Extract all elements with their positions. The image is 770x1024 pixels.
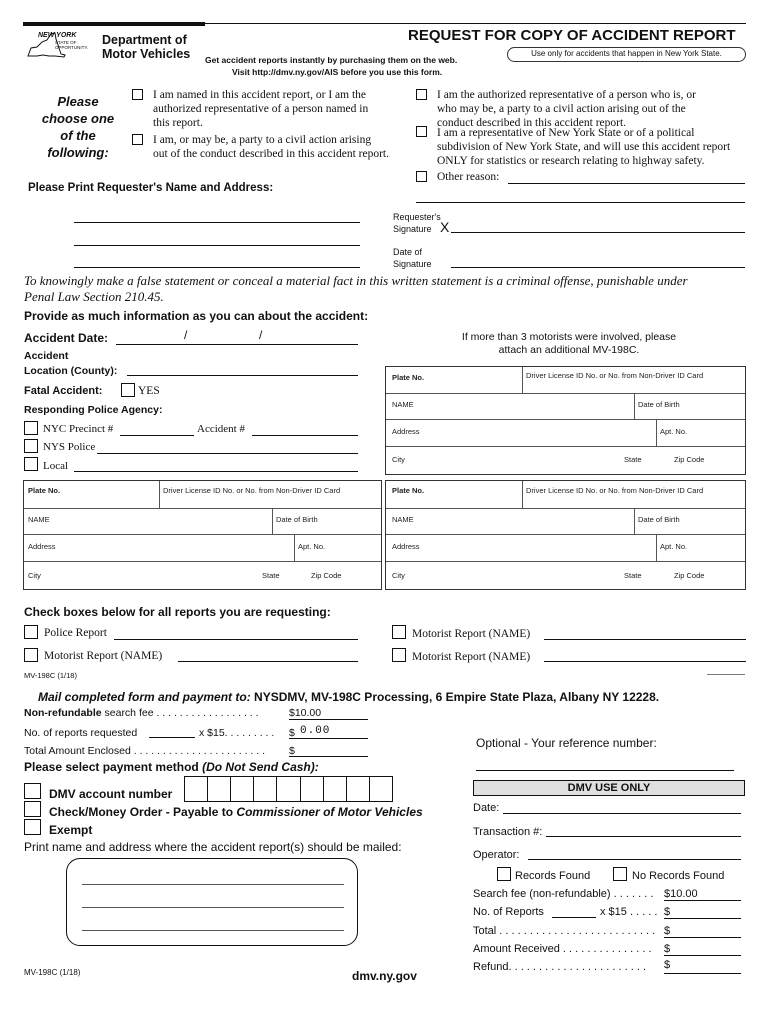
police-report-line[interactable] — [114, 639, 358, 640]
num-reports-label: No. of reports requested — [24, 727, 138, 739]
local-police-checkbox[interactable] — [24, 457, 38, 471]
dmv-account-text: DMV account number — [49, 787, 173, 801]
dmv-account-checkbox[interactable] — [24, 783, 41, 799]
opt1-line3: this report. — [153, 117, 203, 129]
m2-dob-label: Date of Birth — [276, 515, 318, 524]
total-enclosed-dollar: $ — [289, 745, 295, 757]
search-fee-bold: Non-refundable — [24, 707, 102, 719]
m2-dl-label: Driver License ID No. or No. from Non-Driver ID Card — [163, 486, 341, 495]
search-fee-label: search fee . . . . . . . . . . . . . . . . . . — [101, 707, 259, 719]
m3-dl-label: Driver License ID No. or No. from Non-Driver ID Card — [526, 486, 704, 495]
check-money-order-text — [49, 805, 423, 819]
motorist-report-1-line[interactable] — [178, 661, 358, 662]
mail-label: Mail completed form and payment to: — [38, 690, 251, 704]
dmv-date-label: Date: — [473, 802, 500, 814]
choose-label-2: choose one — [41, 111, 115, 126]
dmv-reports-dollar: $ — [664, 906, 671, 918]
check-label: Check/Money Order - Payable to — [49, 805, 234, 819]
date-slash-1: / — [184, 328, 188, 342]
option-representative-text — [437, 88, 696, 130]
records-found-text: Records Found — [515, 870, 591, 882]
more-motorists-note — [419, 331, 719, 357]
location-label-1: Accident — [24, 350, 69, 362]
option-representative-checkbox[interactable] — [416, 89, 427, 100]
opt3-line2: who may be, a party to a civil action arising out of the — [437, 103, 686, 115]
dmv-received-label: Amount Received . . . . . . . . . . . . . . . — [473, 943, 652, 955]
opt2-line2: out of the conduct described in this accident report. — [153, 148, 389, 160]
sig-date-label — [393, 246, 432, 270]
option-state-checkbox[interactable] — [416, 126, 427, 137]
m2-city-label: City — [28, 571, 41, 580]
dmv-received-dollar: $ — [664, 943, 671, 955]
mailing-line-3[interactable] — [82, 930, 344, 931]
exempt-checkbox[interactable] — [24, 819, 41, 835]
mailing-address-box[interactable] — [66, 858, 358, 946]
dmv-date-line[interactable] — [503, 813, 741, 814]
reports-heading: Check boxes below for all reports you are requesting: — [24, 605, 331, 619]
signature-label — [393, 211, 441, 235]
check-money-order-checkbox[interactable] — [24, 801, 41, 817]
motorist-box-1 — [385, 366, 746, 475]
check-payee: Commissioner of Motor Vehicles — [236, 805, 423, 819]
usage-pill — [507, 47, 746, 62]
dmv-total-label: Total . . . . . . . . . . . . . . . . . . . . . . . . . . — [473, 925, 656, 937]
dmv-reports-amount-line[interactable] — [664, 918, 741, 919]
requester-heading: Please Print Requester's Name and Address: — [28, 182, 274, 194]
requester-address-line-2[interactable] — [74, 245, 360, 246]
more-note-1: If more than 3 motorists were involved, please — [461, 331, 677, 343]
option-party-checkbox[interactable] — [132, 134, 143, 145]
motorist-report-3-line[interactable] — [544, 661, 746, 662]
motorist-report-2-line[interactable] — [544, 639, 746, 640]
option-named-text — [153, 88, 368, 130]
opt1-line2: authorized representative of a person named in — [153, 103, 369, 115]
warning-line-2: Penal Law Section 210.45. — [24, 289, 164, 304]
motorist-box-2 — [23, 480, 382, 590]
separator-dash — [707, 674, 745, 675]
m1-dl-label: Driver License ID No. or No. from Non-Driver ID Card — [526, 371, 704, 380]
reference-line[interactable] — [476, 770, 734, 771]
mailing-line-2[interactable] — [82, 907, 344, 908]
dmv-refund-line[interactable] — [664, 973, 741, 974]
other-reason-line-2[interactable] — [416, 202, 745, 203]
web-notice-1: Get accident reports instantly by purchasing them on the web. — [205, 55, 458, 65]
num-reports-amount-line — [289, 738, 368, 739]
option-state-text — [437, 126, 730, 168]
sig-date-label-2: Signature — [393, 259, 432, 269]
opt1-line1: I am named in this accident report, or I am the — [153, 89, 366, 101]
opt3-line1: I am the authorized representative of a person who is, or — [437, 89, 696, 101]
reference-label: Optional - Your reference number: — [476, 736, 657, 750]
m3-apt-label: Apt. No. — [660, 542, 688, 551]
motorist-report-3-checkbox[interactable] — [392, 648, 406, 662]
option-other-checkbox[interactable] — [416, 171, 427, 182]
choose-label-4: following: — [47, 145, 109, 160]
m1-name-label: NAME — [392, 400, 414, 409]
nys-police-line[interactable] — [97, 453, 358, 454]
dept-name-2: Motor Vehicles — [102, 47, 191, 61]
footer-form-number: MV-198C (1/18) — [24, 968, 81, 977]
dmv-total-dollar: $ — [664, 925, 671, 937]
location-line[interactable] — [127, 375, 358, 376]
fatal-yes-text: YES — [138, 385, 160, 397]
fatal-yes-checkbox[interactable] — [121, 383, 135, 397]
form-title: REQUEST FOR COPY OF ACCIDENT REPORT — [408, 27, 736, 44]
header-rule — [23, 22, 205, 26]
logo-tagline-2: OPPORTUNITY. — [55, 45, 89, 50]
m3-dob-label: Date of Birth — [638, 515, 680, 524]
m3-state-label: State — [624, 571, 642, 580]
m1-state-label: State — [624, 455, 642, 464]
form-number-mid: MV-198C (1/18) — [24, 671, 77, 680]
m3-address-label: Address — [392, 542, 420, 551]
motorist-report-2-text: Motorist Report (NAME) — [412, 628, 531, 640]
option-named-checkbox[interactable] — [132, 89, 143, 100]
web-notice-2: Visit http://dmv.ny.gov/AIS before you use this form. — [232, 67, 443, 77]
option-party-text — [153, 133, 389, 161]
no-records-found-checkbox[interactable] — [613, 867, 627, 881]
opt4-line3: ONLY for statistics or research relating to highway safety. — [437, 155, 705, 167]
nyc-precinct-line[interactable] — [120, 435, 194, 436]
header-rule-thin — [205, 23, 746, 24]
sig-date-label-1: Date of — [393, 247, 423, 257]
choose-label — [28, 93, 128, 161]
opt4-line1: I am a representative of New York State or of a political — [437, 127, 695, 139]
choose-label-1: Please — [57, 94, 99, 109]
search-fee-value: $10.00 — [289, 707, 322, 719]
no-records-found-text: No Records Found — [632, 870, 725, 882]
logo-tagline-1: STATE OF — [55, 40, 77, 45]
dmv-operator-line[interactable] — [528, 859, 741, 860]
dmv-received-line[interactable] — [664, 955, 741, 956]
police-agency-label: Responding Police Agency: — [24, 404, 163, 416]
nyc-precinct-checkbox[interactable] — [24, 421, 38, 435]
motorist-report-2-checkbox[interactable] — [392, 625, 406, 639]
m1-apt-label: Apt. No. — [660, 427, 688, 436]
m2-apt-label: Apt. No. — [298, 542, 326, 551]
m1-plate-label: Plate No. — [392, 373, 425, 382]
m3-city-label: City — [392, 571, 405, 580]
accident-number-text: Accident # — [197, 423, 245, 435]
opt2-line1: I am, or may be, a party to a civil action arising — [153, 134, 372, 146]
m3-plate-label: Plate No. — [392, 486, 425, 495]
dmv-search-fee-value: $10.00 — [664, 888, 698, 900]
m1-city-label: City — [392, 455, 405, 464]
records-found-checkbox[interactable] — [497, 867, 511, 881]
footer-website: dmv.ny.gov — [352, 969, 417, 983]
total-enclosed-line[interactable] — [289, 756, 368, 757]
dmv-search-fee-line — [664, 900, 741, 901]
motorist-report-1-checkbox[interactable] — [24, 648, 38, 662]
dmv-operator-label: Operator: — [473, 849, 520, 861]
mailing-address-heading: Print name and address where the accident report(s) should be mailed: — [24, 840, 402, 854]
opt3-line3: conduct described in this accident report. — [437, 117, 627, 129]
requester-address-line-1[interactable] — [74, 222, 360, 223]
opt4-line2: subdivision of New York State, and will use this accident report — [437, 141, 731, 153]
m3-zip-label: Zip Code — [674, 571, 705, 580]
false-statement-warning — [24, 273, 754, 305]
fatal-label: Fatal Accident: — [24, 385, 103, 397]
dmv-search-fee-label: Search fee (non-refundable) . . . . . . . — [473, 888, 654, 900]
nyc-precinct-text: NYC Precinct # — [43, 423, 114, 435]
local-police-text: Local — [43, 460, 69, 472]
search-fee-line — [289, 719, 368, 720]
mail-address: NYSDMV, MV-198C Processing, 6 Empire State Plaza, Albany NY 12228. — [254, 690, 660, 704]
date-slash-2: / — [259, 328, 263, 342]
m2-zip-label: Zip Code — [311, 571, 342, 580]
location-label-2: Location (County): — [24, 365, 118, 377]
m2-address-label: Address — [28, 542, 56, 551]
dmv-account-boxes[interactable] — [184, 776, 393, 802]
dmv-total-line[interactable] — [664, 937, 741, 938]
signature-x: X — [440, 219, 450, 235]
m1-dob-label: Date of Birth — [638, 400, 680, 409]
num-reports-line[interactable] — [149, 737, 195, 738]
other-reason-line-1[interactable] — [508, 183, 745, 184]
m1-zip-label: Zip Code — [674, 455, 705, 464]
m2-plate-label: Plate No. — [28, 486, 61, 495]
payment-method-heading — [24, 760, 319, 774]
nys-police-checkbox[interactable] — [24, 439, 38, 453]
method-note: (Do Not Send Cash): — [202, 760, 319, 774]
m2-state-label: State — [262, 571, 280, 580]
dmv-reports-label: No. of Reports — [473, 906, 544, 918]
sig-label-1: Requester's — [393, 212, 441, 222]
search-fee-row — [24, 707, 259, 719]
mail-line — [38, 690, 659, 704]
choose-label-3: of the — [60, 128, 96, 143]
signature-date-line[interactable] — [451, 267, 745, 268]
accident-date-label: Accident Date: — [24, 331, 109, 345]
num-reports-dollar: $ — [289, 727, 295, 739]
dmv-refund-dollar: $ — [664, 959, 671, 971]
num-reports-mult: x $15. . . . . . . . . — [199, 727, 275, 739]
police-report-checkbox[interactable] — [24, 625, 38, 639]
dmv-use-title: DMV USE ONLY — [567, 782, 651, 794]
dmv-reports-mult: x $15 . . . . . — [600, 906, 658, 918]
location-label — [24, 349, 117, 379]
accident-heading: Provide as much information as you can about the accident: — [24, 309, 369, 323]
method-label: Please select payment method — [24, 760, 199, 774]
warning-line-1: To knowingly make a false statement or conceal a material fact in this written statement is a criminal offense, punishable under — [24, 273, 688, 288]
dmv-transaction-line[interactable] — [546, 836, 741, 837]
total-enclosed-label: Total Amount Enclosed . . . . . . . . . . . . . . . . . . . . . . . — [24, 745, 266, 757]
local-police-line[interactable] — [74, 471, 358, 472]
option-other-text: Other reason: — [437, 171, 500, 183]
more-note-2: attach an additional MV-198C. — [498, 344, 640, 356]
m1-address-label: Address — [392, 427, 420, 436]
motorist-box-3 — [385, 480, 746, 590]
sig-label-2: Signature — [393, 224, 432, 234]
requester-address-line-3[interactable] — [74, 267, 360, 268]
logo-state-text: NEW YORK — [38, 32, 77, 39]
dmv-reports-line[interactable] — [552, 917, 596, 918]
signature-line[interactable] — [451, 232, 745, 233]
accident-number-line[interactable] — [252, 435, 358, 436]
m3-name-label: NAME — [392, 515, 414, 524]
m2-name-label: NAME — [28, 515, 50, 524]
police-report-text: Police Report — [44, 627, 107, 639]
dmv-transaction-label: Transaction #: — [473, 826, 543, 838]
dept-name-1: Department of — [102, 33, 187, 47]
exempt-text: Exempt — [49, 823, 93, 837]
num-reports-value[interactable]: 0.00 — [300, 725, 331, 737]
nys-police-text: NYS Police — [43, 441, 96, 453]
accident-date-line[interactable] — [116, 344, 358, 345]
dmv-use-header — [473, 780, 745, 796]
mailing-line-1[interactable] — [82, 884, 344, 885]
usage-pill-text: Use only for accidents that happen in New York State. — [531, 49, 722, 58]
motorist-report-3-text: Motorist Report (NAME) — [412, 651, 531, 663]
dmv-refund-label: Refund. . . . . . . . . . . . . . . . . . . . . . . — [473, 961, 646, 973]
motorist-report-1-text: Motorist Report (NAME) — [44, 650, 163, 662]
